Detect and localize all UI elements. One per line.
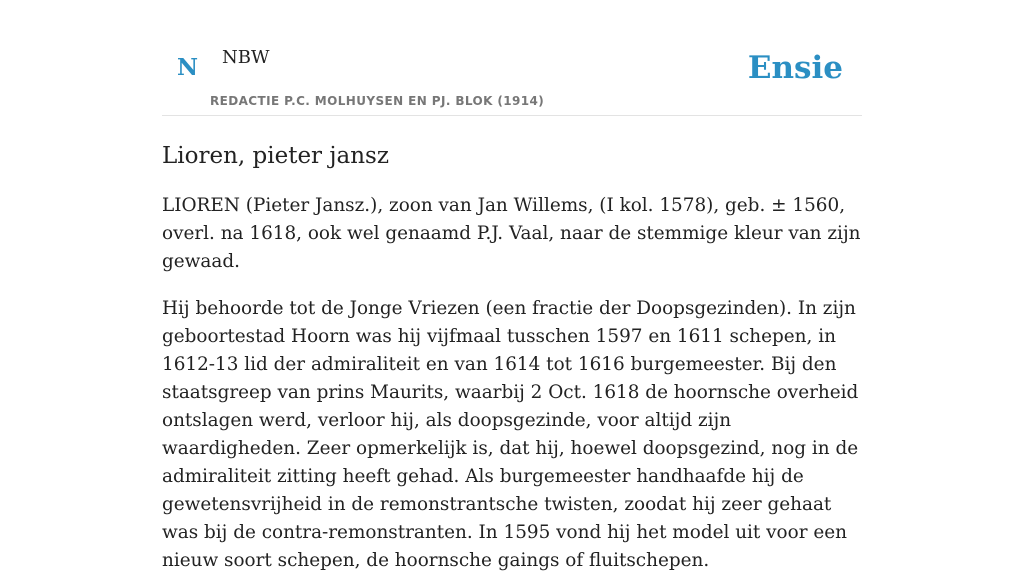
article-title: Lioren, pieter jansz xyxy=(162,143,389,169)
article-paragraph: Hij behoorde tot de Jonge Vriezen (een fractie der Doopsgezinden). In zijn geboortestad Hoorn was hij vijfmaal tusschen 1597 en 1611 schepen, in 1612-13 lid der admiraliteit en van 1614 tot 1616 burgemeester. Bij den staatsgreep van prins Maurits, waarbij 2 Oct. 1618 de hoornsche overheid ontslagen werd, verloor hij, als doopsgezinde, voor altijd zijn waardigheden. Zeer opmerkelijk is, dat hij, hoewel doopsgezind, nog in de admiraliteit zitting heeft gehad. Als burgemeester handhaafde hij de gewetensvrijheid in de remonstrantsche twisten, zoodat hij zeer gehaat was bij de contra-remonstranten. In 1595 vond hij het model uit voor een nieuw soort schepen, de hoornsche gaings of fluitschepen. xyxy=(162,297,859,571)
article-paragraph: LIOREN (Pieter Jansz.), zoon van Jan Willems, (I kol. 1578), geb. ± 1560, overl. na 1618, ook wel genaamd P.J. Vaal, naar de stemmige kleur van zijn gewaad. xyxy=(162,194,861,272)
source-logo-link[interactable]: N xyxy=(177,54,199,81)
source-header xyxy=(162,0,862,116)
source-subtitle: REDACTIE P.C. MOLHUYSEN EN PJ. BLOK (1914) xyxy=(210,94,545,108)
ensie-brand-link[interactable]: Ensie xyxy=(747,50,843,86)
content-column xyxy=(162,0,862,575)
source-name: NBW xyxy=(222,47,270,68)
